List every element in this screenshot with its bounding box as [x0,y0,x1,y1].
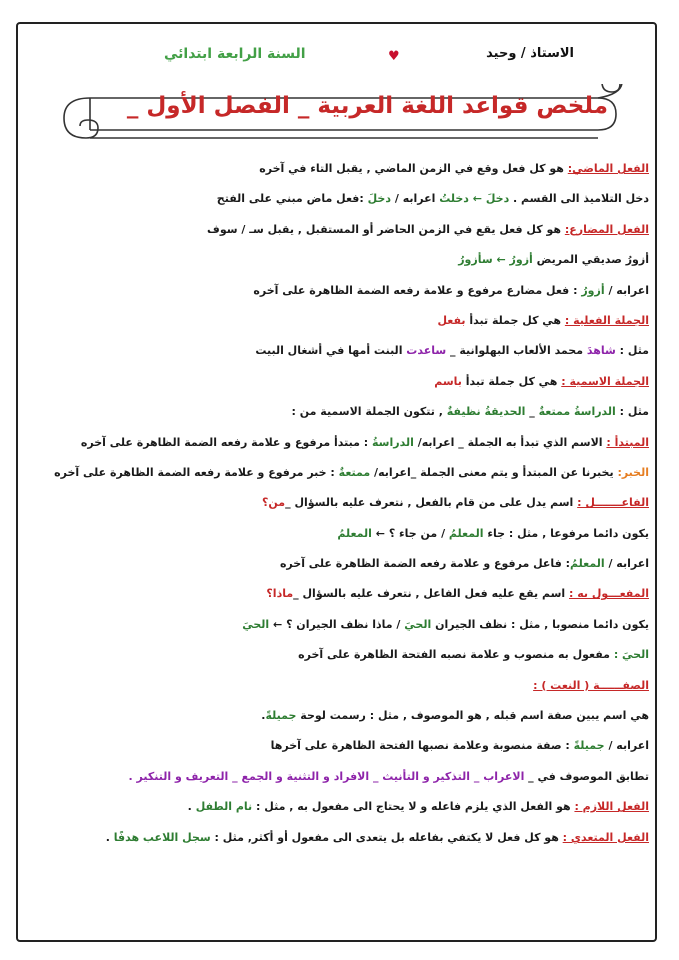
heart-icon: ♥ [388,49,400,64]
line-segment: دخلَ ← دخلتُ [435,192,514,206]
line-segment: أزورُ ← سأزورُ [458,253,537,267]
content-line [29,823,649,853]
teacher-name: الاستاذ / وحيد [486,46,574,61]
line-segment: الفعل المتعدي : [562,830,649,844]
content-line [29,245,649,275]
content-line [29,458,649,488]
line-segment: هو الفعل الذي يلزم فاعله و لا يحتاج الى مفعول به , مثل : [252,800,575,814]
line-segment: الدراسةُ [372,435,414,449]
line-segment: سجل اللاعب هدفًا [113,830,211,844]
line-segment: هو كل فعل لا يكتفي بفاعله بل يتعدى الى مفعول أو أكثر, مثل : [210,830,563,844]
line-segment: / ماذا نظف الجيران ؟ ← [269,617,405,631]
line-segment: اسم يدل على من قام بالفعل , نتعرف عليه بالسؤال _ [285,496,578,510]
content-line [29,428,649,458]
line-segment: أزورُ [581,283,605,297]
line-segment: شاهدَ [586,344,616,358]
line-segment: : صفة منصوبة وعلامة نصبها الفتحة الظاهرة على آخرها [270,739,574,753]
line-segment: :فعل ماض مبني على الفتح [216,192,368,206]
content-line [29,306,649,336]
line-segment: مثل : [615,344,649,358]
line-segment: هي اسم يبين صفة اسم قبله , هو الموصوف , مثل : رسمت لوحة [296,709,649,723]
line-segment: الخبر: [617,465,649,479]
line-segment: هي كل جملة تبدأ [465,313,565,327]
content-line [29,519,649,549]
line-segment: الاسم الذي تبدأ به الجملة _ اعرابه/ [413,435,607,449]
line-segment: الفعل الماضي: [567,162,649,175]
header-bar [0,46,679,72]
line-segment: بفعل [437,313,466,327]
line-segment: اعرابه / [604,283,649,297]
content-line [29,276,649,306]
line-segment: _ [525,405,539,419]
content-line [29,488,649,518]
line-segment: هو كل فعل وقع في الزمن الماضي , يقبل التاء في آخره [259,162,568,175]
line-segment: . [261,709,266,723]
line-segment: جميلةً [573,739,605,753]
content-line [29,762,649,792]
line-segment: هو كل فعل يقع في الزمن الحاضر أو المستقبل , يقبل سـ / سوف [207,222,565,236]
page-title: ملخص قواعد اللغة العربية _ الفصل الأول _ [126,93,608,119]
content-lines [29,154,649,853]
line-segment: المعلمُ [448,526,484,540]
line-segment: يخبرنا عن المبتدأ و يتم معنى الجملة _اعرابه/ [370,465,618,479]
line-segment: الدراسةُ ممتعةٌ [538,405,616,419]
line-segment: , تتكون الجملة الاسمية من : [291,405,447,419]
line-segment: اعرابه / [391,192,436,206]
line-segment: محمد الألعاب البهلوانية _ [446,344,587,358]
line-segment: : فاعل مرفوع و علامة رفعه الضمة الظاهرة على آخره [279,557,570,571]
line-segment: جميلةً [265,709,297,723]
content-line [29,792,649,822]
line-segment: البنت أمها في أشغال البيت [255,344,407,358]
line-segment: . [105,830,114,844]
line-segment: الفعل اللازم : [574,800,649,814]
line-segment: الفعل المضارع: [564,222,649,236]
line-segment: : خبر مرفوع و علامة رفعه الضمة الظاهرة على آخره [54,465,339,479]
line-segment: . [187,800,196,814]
line-segment: هي كل جملة تبدأ [461,374,562,388]
content-line [29,215,649,245]
content-line [29,701,649,731]
content-line [29,671,649,701]
line-segment: : مبتدأ مرفوع و علامة رفعه الضمة الظاهرة على آخره [80,435,373,449]
line-segment: دخل التلاميذ الى القسم . [513,192,649,206]
line-segment: دخلَ [367,192,392,206]
grade-level: السنة الرابعة ابتدائي [164,46,306,62]
line-segment: / من جاء ؟ ← [371,526,449,540]
line-segment: أزورُ صديقي المريض [536,253,649,267]
content-line [29,640,649,670]
line-segment: الحديقةُ نظيفةٌ [446,405,526,419]
content-line [29,549,649,579]
line-segment: من؟ [262,496,286,510]
line-segment: اعرابه / [604,739,649,753]
line-segment: ممتعةٌ [338,465,371,479]
line-segment: نام الطفل [195,800,253,814]
line-segment: يكون دائما منصوبا , [544,617,649,631]
line-segment: مثل : جاء [483,526,543,540]
line-segment: مثل : نظف الجيران [431,617,545,631]
content-line [29,367,649,397]
content-line [29,336,649,366]
line-segment: يكون دائما مرفوعا , [542,526,649,540]
content-line [29,397,649,427]
line-segment: مفعول به منصوب و علامة نصبه الفتحة الظاهرة على آخره [298,648,614,662]
line-segment: المعلمُ [570,557,605,571]
line-segment: اسم يقع عليه فعل الفاعل , نتعرف عليه بالسؤال _ [293,587,570,601]
content-line [29,731,649,761]
line-segment: اعرابه / [604,557,649,571]
line-segment: المبتدأ : [606,435,649,449]
line-segment: الصفــــــة ( النعت ) : [533,678,649,692]
line-segment: الجملة الفعلية : [564,313,649,327]
line-segment: باسم [434,374,462,388]
line-segment: : فعل مضارع مرفوع و علامة رفعه الضمة الظاهرة على آخره [253,283,582,297]
line-segment: الحيَ [404,617,432,631]
line-segment: الاعراب _ التذكير و التأنيث _ الافراد و التثنية و الجمع _ التعريف و التنكير . [128,769,525,783]
line-segment: المعلمُ [337,526,372,540]
content-line [29,184,649,214]
line-segment: الحيَ : [613,648,649,662]
line-segment: الفاعـــــــل : [577,496,649,510]
line-segment: تطابق الموصوف في _ [524,769,649,783]
content-line [29,154,649,184]
line-segment: المفعـــول به : [569,587,649,601]
line-segment: الجملة الاسمية : [561,374,649,388]
line-segment: الحيَ [242,617,270,631]
line-segment: ساعدت [406,344,447,358]
content-line [29,610,649,640]
content-line [29,579,649,609]
line-segment: مثل : [615,405,649,419]
line-segment: ماذا؟ [266,587,294,601]
